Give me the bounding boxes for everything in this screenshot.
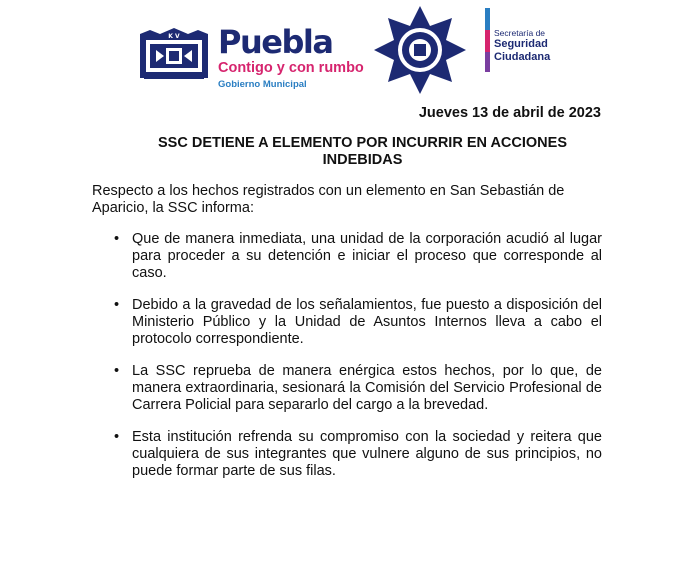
police-star-badge-icon xyxy=(372,4,468,96)
bullet-icon: • xyxy=(114,231,120,247)
list-item xyxy=(92,297,602,348)
ssc-wordmark xyxy=(494,28,594,64)
list-item-text: Debido a la gravedad de los señalamientos, fue puesto a disposición del Ministerio Público y la Unidad de Asuntos Internos lleva a cabo el protocolo correspondiente. xyxy=(132,297,602,347)
document-date: Jueves 13 de abril de 2023 xyxy=(418,105,601,121)
list-item xyxy=(92,231,602,282)
ssc-line-3: Ciudadana xyxy=(494,51,551,63)
bullet-list xyxy=(92,231,602,495)
ssc-line-2: Seguridad xyxy=(494,38,548,50)
municipality-name: Puebla xyxy=(218,23,333,61)
intro-paragraph: Respecto a los hechos registrados con un elemento en San Sebastián de Aparicio, la SSC informa: xyxy=(92,183,565,216)
puebla-wordmark xyxy=(218,23,364,91)
bullet-icon: • xyxy=(114,429,120,445)
ssc-line-1: Secretaría de xyxy=(494,28,546,38)
municipality-subtitle: Gobierno Municipal xyxy=(218,79,307,90)
municipality-slogan: Contigo y con rumbo xyxy=(218,60,364,76)
list-item-text: Esta institución refrenda su compromiso con la sociedad y reitera que cualquiera de sus integrantes que vulnere alguno de sus principios, no puede formar parte de sus filas. xyxy=(132,429,602,479)
letterhead xyxy=(0,0,693,100)
list-item-text: La SSC reprueba de manera enérgica estos hechos, por lo que, de manera extraordinaria, sesionará la Comisión del Servicio Profesional de Carrera Policial para separarlo del cargo a la brevedad. xyxy=(132,363,602,413)
shield-letters: K V xyxy=(168,33,180,40)
list-item xyxy=(92,429,602,480)
document-title: SSC DETIENE A ELEMENTO POR INCURRIR EN ACCIONES INDEBIDAS xyxy=(158,135,567,168)
list-item xyxy=(92,363,602,414)
bullet-icon: • xyxy=(114,297,120,313)
ssc-accent-bar xyxy=(485,8,490,72)
puebla-shield-logo xyxy=(138,26,210,86)
bullet-icon: • xyxy=(114,363,120,379)
list-item-text: Que de manera inmediata, una unidad de la corporación acudió al lugar para proceder a su detención e iniciar el proceso que corresponde al caso. xyxy=(132,231,602,281)
